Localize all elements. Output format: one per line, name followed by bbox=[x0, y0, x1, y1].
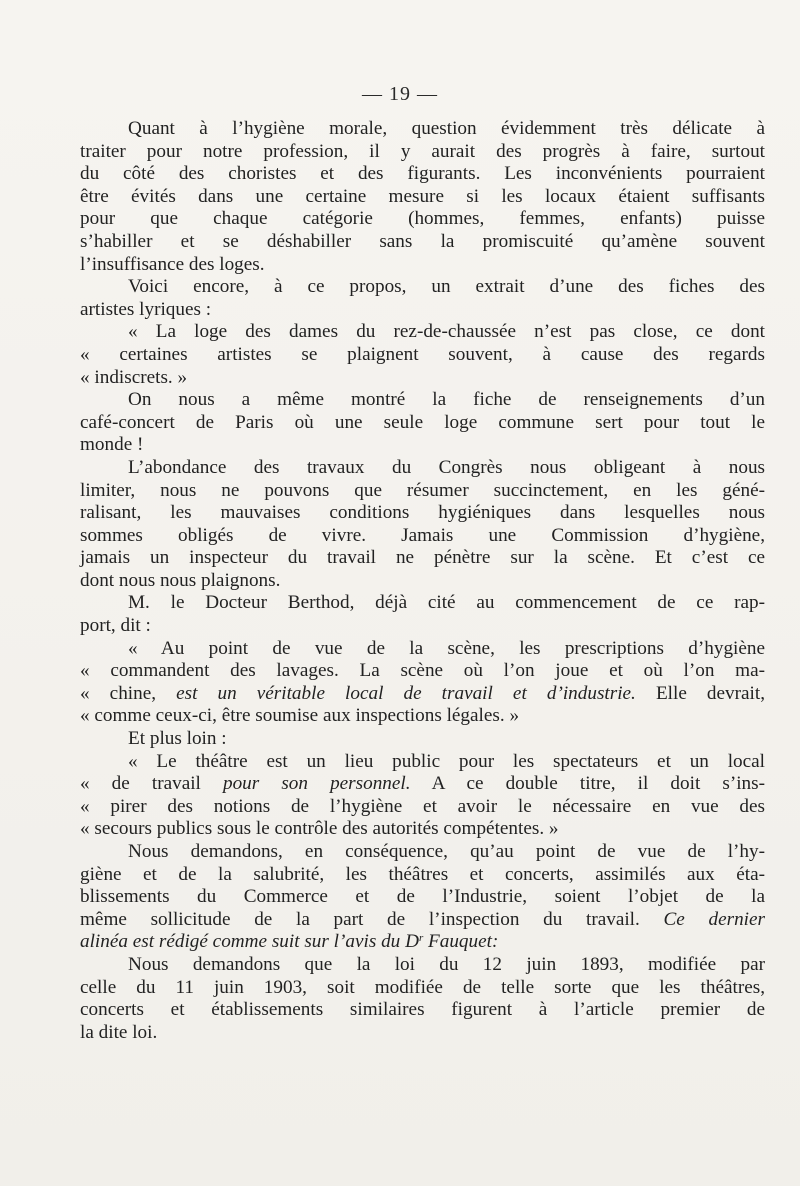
text-line: monde ! bbox=[80, 434, 144, 456]
text-line: blissements du Commerce et de l’Industrie, soient l’objet de la bbox=[80, 886, 765, 908]
text-line: limiter, nous ne pouvons que résumer succinctement, en les géné- bbox=[80, 479, 765, 501]
text-line: « Le théâtre est un lieu public pour les spectateurs et un local bbox=[128, 750, 765, 772]
paragraph bbox=[80, 592, 765, 637]
text-line: « indiscrets. » bbox=[80, 366, 188, 388]
italic-text: est un véritable local de travail et d’industrie. bbox=[176, 682, 636, 704]
text-line bbox=[80, 773, 765, 796]
text-line: « commandent des lavages. La scène où l’on joue et où l’on ma- bbox=[80, 660, 765, 682]
text-line: « secours publics sous le contrôle des autorités compétentes. » bbox=[80, 818, 559, 840]
text-run: « de travail bbox=[80, 773, 223, 795]
italic-text: alinéa est rédigé comme suit sur l’avis du D bbox=[80, 931, 419, 953]
text-line: Nous demandons que la loi du 12 juin 1893, modifiée par bbox=[128, 953, 765, 975]
text-line: « pirer des notions de l’hygiène et avoir le nécessaire en vue des bbox=[80, 795, 765, 817]
text-line: giène et de la salubrité, les théâtres et concerts, assimilés aux éta- bbox=[80, 863, 765, 885]
italic-text: Ce dernier bbox=[663, 908, 765, 930]
paragraph bbox=[80, 841, 765, 954]
paragraph bbox=[80, 728, 765, 751]
paragraph bbox=[80, 276, 765, 321]
text-line: « certaines artistes se plaignent souvent, à cause des regards bbox=[80, 343, 765, 365]
text-line: la dite loi. bbox=[80, 1021, 158, 1043]
text-line: « comme ceux-ci, être soumise aux inspections légales. » bbox=[80, 705, 520, 727]
text-run: même sollicitude de la part de l’inspection du travail. bbox=[80, 908, 664, 930]
text-line: concerts et établissements similaires figurent à l’article premier de bbox=[80, 999, 765, 1021]
text-line: Nous demandons, en conséquence, qu’au point de vue de l’hy- bbox=[128, 841, 765, 862]
text-line: dont nous nous plaignons. bbox=[80, 569, 281, 591]
text-line: M. le Docteur Berthod, déjà cité au commencement de ce rap- bbox=[128, 592, 765, 614]
text-line: être évités dans une certaine mesure si les locaux étaient suffisants bbox=[80, 185, 765, 207]
text-run: « chine, bbox=[80, 682, 177, 704]
text-line: Quant à l’hygiène morale, question évidemment très délicate à bbox=[128, 118, 765, 139]
text-line: sommes obligés de vivre. Jamais une Commission d’hygiène, bbox=[80, 524, 765, 546]
text-line: On nous a même montré la fiche de renseignements d’un bbox=[128, 389, 765, 411]
text-line: L’abondance des travaux du Congrès nous obligeant à nous bbox=[128, 456, 765, 478]
text-line: traiter pour notre profession, il y aurait des progrès à faire, surtout bbox=[80, 140, 765, 162]
paragraph bbox=[80, 457, 765, 593]
text-line: l’insuffisance des loges. bbox=[80, 253, 265, 275]
paragraph bbox=[80, 954, 765, 1044]
text-line: du côté des choristes et des figurants. Les inconvénients pourraient bbox=[80, 163, 765, 185]
text-line: « La loge des dames du rez-de-chaussée n’est pas close, ce dont bbox=[128, 321, 765, 343]
text-line: Voici encore, à ce propos, un extrait d’une des fiches des bbox=[128, 276, 765, 298]
text-line: ralisant, les mauvaises conditions hygiéniques dans lesquelles nous bbox=[80, 502, 765, 524]
text-line bbox=[80, 931, 765, 954]
text-line bbox=[80, 683, 765, 706]
body-text bbox=[80, 118, 765, 1044]
text-line: port, dit : bbox=[80, 615, 151, 637]
text-run: Elle devrait, bbox=[635, 682, 765, 704]
paragraph bbox=[80, 389, 765, 457]
quotation bbox=[80, 638, 765, 728]
italic-text: pour son personnel. bbox=[222, 773, 411, 795]
paragraph bbox=[80, 118, 765, 276]
text-line bbox=[80, 909, 765, 932]
quotation bbox=[80, 321, 765, 389]
text-line: jamais un inspecteur du travail ne pénètre sur la scène. Et c’est ce bbox=[80, 547, 765, 569]
italic-text: Fauquet: bbox=[423, 931, 499, 953]
text-line: « Au point de vue de la scène, les prescriptions d’hygiène bbox=[128, 637, 765, 659]
text-line: pour que chaque catégorie (hommes, femmes, enfants) puisse bbox=[80, 208, 765, 230]
superscript: r bbox=[418, 932, 424, 945]
text-line: Et plus loin : bbox=[128, 728, 227, 750]
text-run: A ce double titre, il doit s’ins- bbox=[410, 773, 766, 795]
quotation bbox=[80, 751, 765, 841]
text-line: artistes lyriques : bbox=[80, 298, 212, 320]
text-line: café-concert de Paris où une seule loge commune sert pour tout le bbox=[80, 411, 765, 433]
text-line: s’habiller et se déshabiller sans la promiscuité qu’amène souvent bbox=[80, 230, 765, 252]
text-line: celle du 11 juin 1903, soit modifiée de telle sorte que les théâtres, bbox=[80, 976, 765, 998]
page-number: — 19 — bbox=[362, 83, 438, 105]
